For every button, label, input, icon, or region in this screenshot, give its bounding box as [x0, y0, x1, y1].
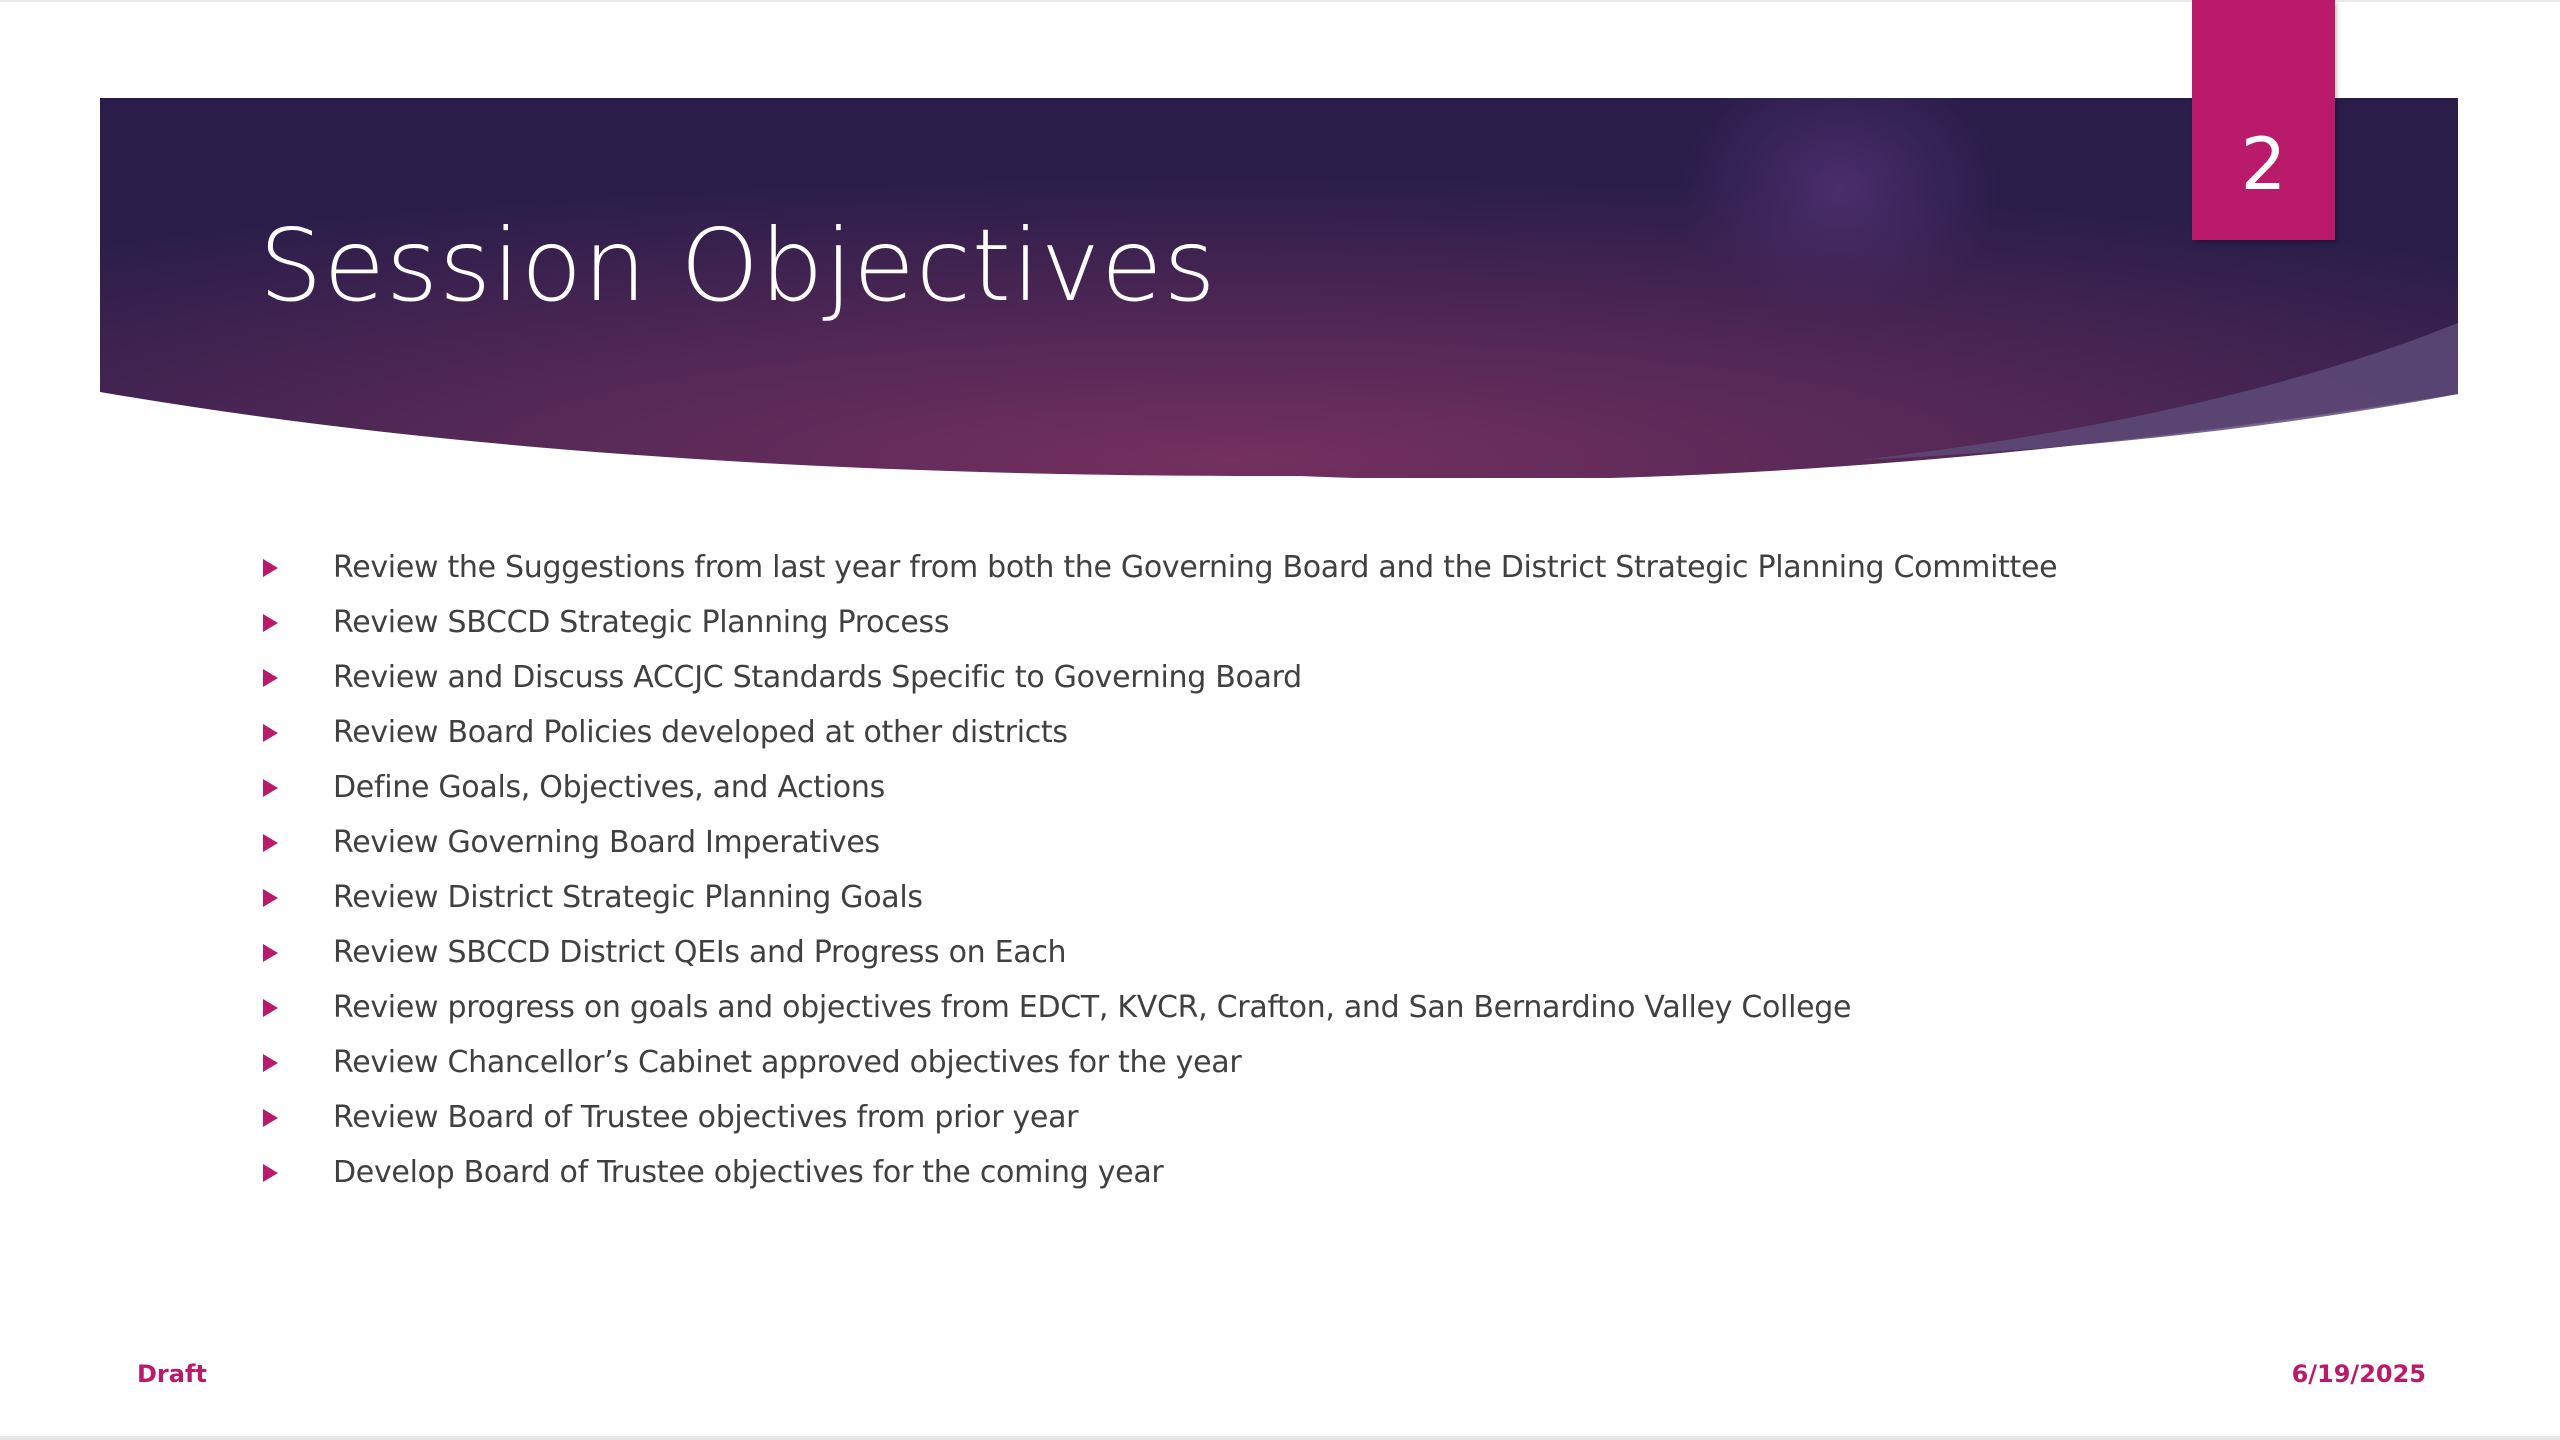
list-item-text: Review Board Policies developed at other districts [333, 714, 1068, 750]
triangle-right-icon [263, 999, 278, 1017]
list-item-text: Review SBCCD District QEIs and Progress on Each [333, 934, 1067, 970]
objectives-list [260, 540, 2260, 1200]
triangle-right-icon [263, 559, 278, 577]
list-item [260, 980, 2260, 1035]
triangle-right-icon [263, 779, 278, 797]
list-item [260, 595, 2260, 650]
list-item [260, 540, 2260, 595]
list-item [260, 1035, 2260, 1090]
footer-date: 6/19/2025 [2291, 1360, 2426, 1388]
list-item-text: Review progress on goals and objectives from EDCT, KVCR, Crafton, and San Bernardino Valley College [333, 989, 1852, 1025]
list-item-text: Review District Strategic Planning Goals [333, 879, 923, 915]
list-item-text: Review Chancellor’s Cabinet approved objectives for the year [333, 1044, 1242, 1080]
list-item-text: Develop Board of Trustee objectives for the coming year [333, 1154, 1164, 1190]
triangle-right-icon [263, 1164, 278, 1182]
triangle-right-icon [263, 724, 278, 742]
list-item [260, 1145, 2260, 1200]
triangle-right-icon [263, 834, 278, 852]
triangle-right-icon [263, 1054, 278, 1072]
page-number-tab [2192, 0, 2335, 240]
list-item-text: Review the Suggestions from last year from both the Governing Board and the District Strategic Planning Committee [333, 549, 2058, 585]
list-item [260, 925, 2260, 980]
triangle-right-icon [263, 614, 278, 632]
triangle-right-icon [263, 1109, 278, 1127]
triangle-right-icon [263, 889, 278, 907]
bottom-border [0, 1436, 2560, 1440]
list-item-text: Review SBCCD Strategic Planning Process [333, 604, 950, 640]
triangle-right-icon [263, 669, 278, 687]
page-number: 2 [2240, 122, 2287, 206]
top-border [0, 0, 2560, 2]
list-item-text: Review Board of Trustee objectives from prior year [333, 1099, 1079, 1135]
list-item [260, 815, 2260, 870]
triangle-right-icon [263, 944, 278, 962]
list-item-text: Review Governing Board Imperatives [333, 824, 880, 860]
footer-draft-label: Draft [137, 1360, 207, 1388]
list-item [260, 870, 2260, 925]
list-item-text: Define Goals, Objectives, and Actions [333, 769, 885, 805]
slide-title: Session Objectives [259, 207, 1217, 324]
list-item [260, 650, 2260, 705]
list-item [260, 1090, 2260, 1145]
list-item [260, 705, 2260, 760]
list-item-text: Review and Discuss ACCJC Standards Specific to Governing Board [333, 659, 1302, 695]
list-item [260, 760, 2260, 815]
